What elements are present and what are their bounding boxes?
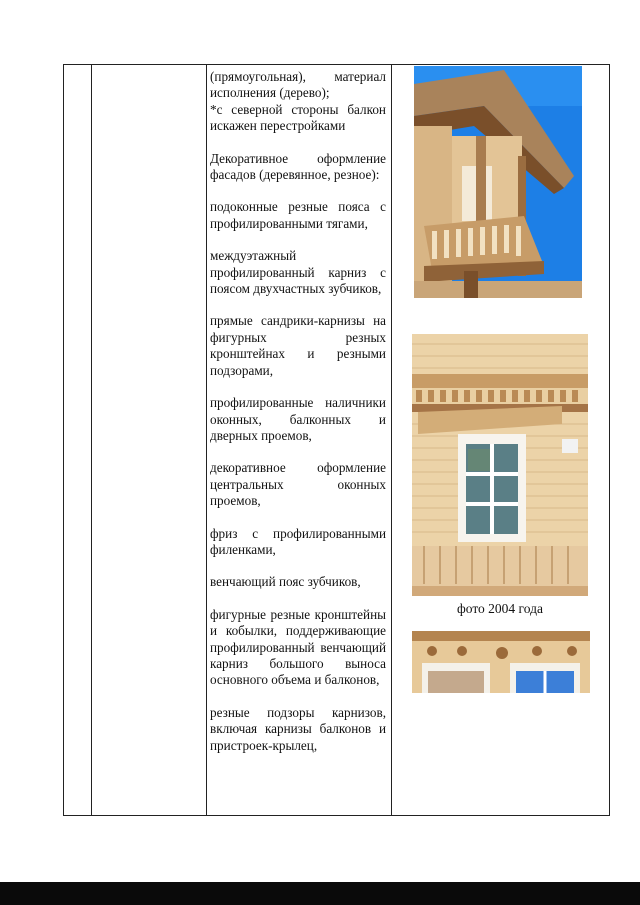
balcony-photo	[414, 66, 582, 298]
window-facade-photo	[412, 334, 588, 596]
text-paragraph: прямые сандрики-карнизы на фигурных резных кронштейнах и резными подзорами,	[210, 313, 386, 378]
text-paragraph: декоративное оформление центральных оконных проемов,	[210, 460, 386, 509]
column-divider	[206, 65, 207, 815]
text-paragraph: резные подзоры карнизов, включая карнизы балконов и пристроек-крылец,	[210, 704, 386, 753]
text-paragraph: *с северной стороны балкон искажен перестройками	[210, 101, 386, 134]
column-divider	[91, 65, 92, 815]
text-paragraph: венчающий пояс зубчиков,	[210, 574, 361, 590]
photo-caption: фото 2004 года	[457, 601, 543, 616]
text-paragraph: профилированные наличники оконных, балконных и дверных проемов,	[210, 395, 386, 443]
text-paragraph: междуэтажный профилированный карниз с поясом двухчастных зубчиков,	[210, 248, 386, 297]
column-divider	[391, 65, 392, 815]
text-paragraph: фриз с профилированными филенками,	[210, 525, 386, 557]
text-paragraph: (прямоугольная), материал исполнения (дерево);	[210, 69, 386, 101]
text-paragraph: подоконные резные пояса с профилированными тягами,	[210, 199, 386, 231]
scan-border	[0, 882, 640, 905]
windows-detail-photo	[412, 631, 590, 693]
description-column	[210, 69, 386, 754]
text-paragraph: Декоративное оформление фасадов (деревянное, резное):	[210, 150, 386, 183]
text-paragraph: фигурные резные кронштейны и кобылки, поддерживающие профилированный венчающий карниз большого выноса основного объема и балконов,	[210, 606, 386, 688]
